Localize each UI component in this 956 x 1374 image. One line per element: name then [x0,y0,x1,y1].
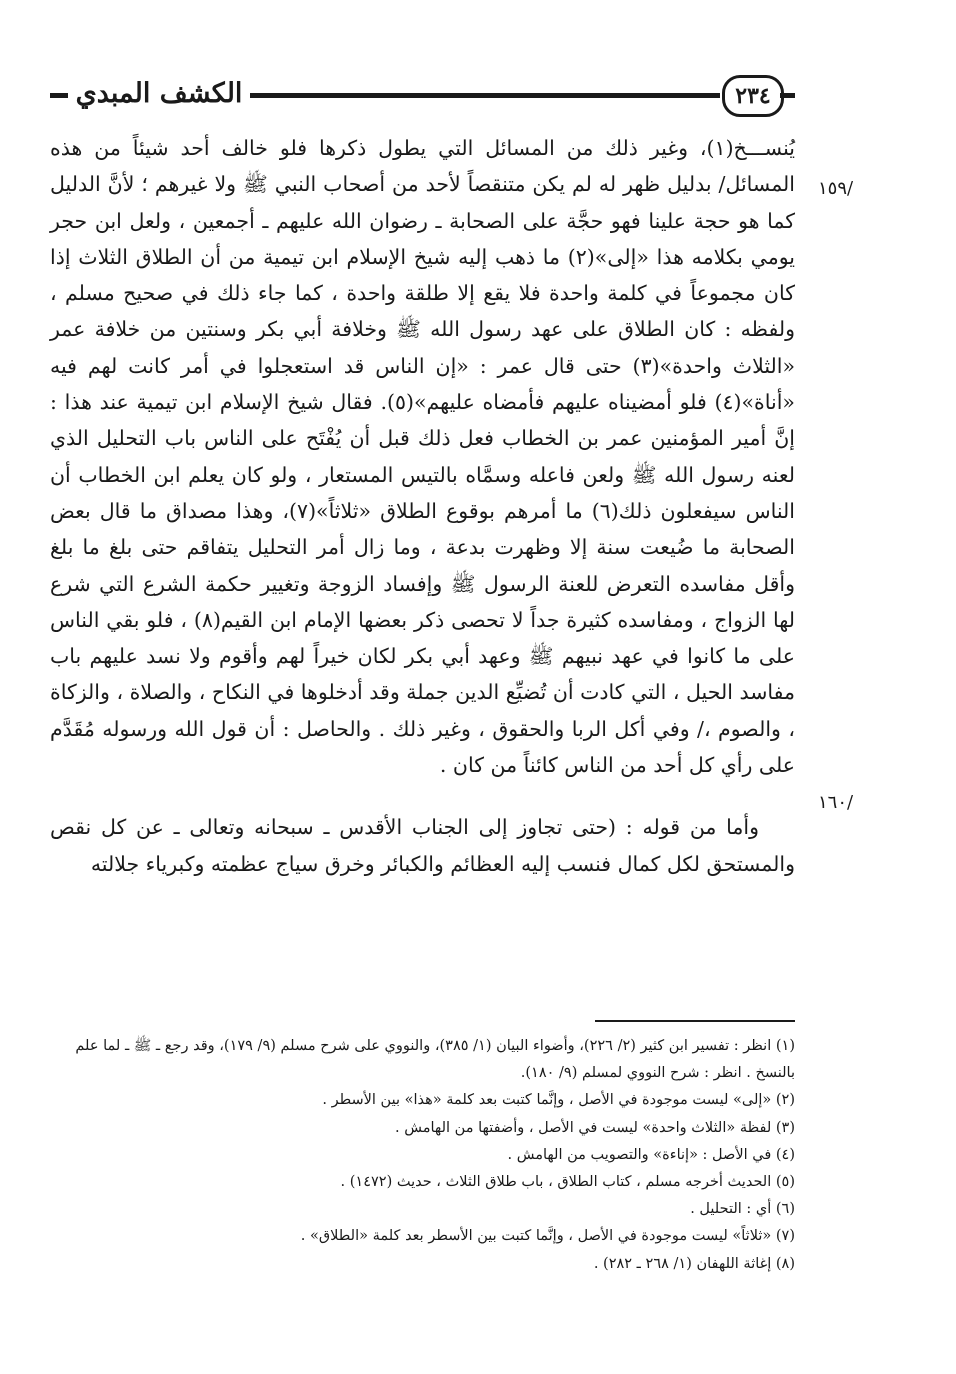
footnote-item: (٧) «ثلاثاً» ليست موجودة في الأصل ، وإنَّما كتبت بين الأسطر بعد كلمة «الطلاق» . [300,1228,795,1245]
book-title: الكشف المبدي [75,78,243,109]
footnote-item: (٦) أي : التحليل . [690,1201,795,1218]
footnote-item: (٤) في الأصل : «إناءة» والتصويب من الهامش . [507,1146,795,1163]
paragraph: وأما من قوله : (حتى تجاوز إلى الجناب الأقدس ـ سبحانه وتعالى ـ عن كل نقص والمستحق لكل كمال فنسب إليه العظائم والكبائر وخرق سياج عظمته وكبرياء جلالته [50,815,795,876]
main-text [50,130,795,882]
footnote-item: (١) انظر : تفسير ابن كثير (٢/ ٢٢٦)، وأضواء البيان (١/ ٣٨٥)، والنووي على شرح مسلم (٩/ ١٧٩)، وقد رجع ـ ﷺ ـ لما علم بالنسخ . انظر : شرح النووي لمسلم (٩/ ١٨٠). [75,1038,795,1082]
page-number: ٢٣٤ [722,75,784,117]
header-rule-right [780,93,795,98]
footnote-item: (٥) الحديث أخرجه مسلم ، كتاب الطلاق ، باب طلاق الثلاث ، حديث (١٤٧٢) . [340,1174,795,1191]
header-rule-middle [250,93,720,98]
footnote-separator [595,1020,795,1022]
header-rule-left [50,93,68,98]
running-header [50,72,795,118]
footnotes [50,1033,795,1278]
paragraph: يُنســـخ(١)، وغير ذلك من المسائل التي يطول ذكرها فلو خالف أحد شيئاً من هذه المسائل/ بدليل ظهر له لم يكن متنقصاً لأحد من أصحاب النبي ﷺ ولا غيرهم ؛ لأنَّ الدليل كما هو حجة علينا فهو حجَّة على الصحابة ـ رضوان الله عليهم ـ أجمعين ، ولعل ابن حجر يومي بكلامه هذا «إلى»(٢) ما ذهب إليه شيخ الإسلام ابن تيمية من أن الطلاق الثلاث إذا كان مجموعاً في كلمة واحدة فلا يقع إلا طلقة واحدة ، كما جاء ذلك في صحيح مسلم ، ولفظه : كان الطلاق على عهد رسول الله ﷺ وخلافة أبي بكر وسنتين من خلافة عمر «الثلاث واحدة»(٣) حتى قال عمر : «إن الناس قد استعجلوا في أمر كانت لهم فيه «أناة»(٤) فلو أمضيناه عليهم فأمضاه عليهم»(٥). فقال شيخ الإسلام ابن تيمية عند هذا : إنَّ أمير المؤمنين عمر بن الخطاب فعل ذلك قبل أن يُفْتَح على الناس باب التحليل الذي لعنه رسول الله ﷺ ولعن فاعله وسمَّاه بالتيس المستعار ، ولو كان يعلم ابن الخطاب أن الناس سيفعلون ذلك(٦) ما أمرهم بوقوع الطلاق «ثلاثاً»(٧)، وهذا مصداق ما قال بعض الصحابة ما ضُيعت سنة إلا وظهرت بدعة ، وما زال أمر التحليل يتفاقم حتى بلغ ما بلغ وأقل مفاسده التعرض للعنة الرسول ﷺ وإفساد الزوجة وتغيير حكمة الشرع التي شرع لها الزواج ، ومفاسده كثيرة جداً لا تحصى ذكر بعضها الإمام ابن القيم(٨) ، فلو بقي الناس على ما كانوا في عهد نبيهم ﷺ وعهد أبي بكر لكان خيراً لهم وأقوم ولا نسد عليهم باب مفاسد الحيل ، التي كادت أن تُضيِّع الدين جملة وقد أدخلوها في النكاح ، والصلاة ، والزكاة ، والصوم ،/ وفي أكل الربا والحقوق ، وغير ذلك . والحاصل : أن قول الله ورسوله مُقَدَّم على رأي كل أحد من الناس كائناً من كان . [50,136,796,778]
footnote-item: (٣) لفظة «الثلاث واحدة» ليست في الأصل ، وأضفتها من الهامش . [395,1119,795,1136]
footnote-item: (٢) «إلى» ليست موجودة في الأصل ، وإنَّما كتبت بعد كلمة «هذا» بين الأسطر . [322,1092,795,1109]
margin-folio-160: /١٦٠ [818,792,854,813]
footnote-item: (٨) إغاثة اللهفان (١/ ٢٦٨ ـ ٢٨٢) . [593,1255,795,1272]
margin-folio-159: /١٥٩ [818,178,854,199]
